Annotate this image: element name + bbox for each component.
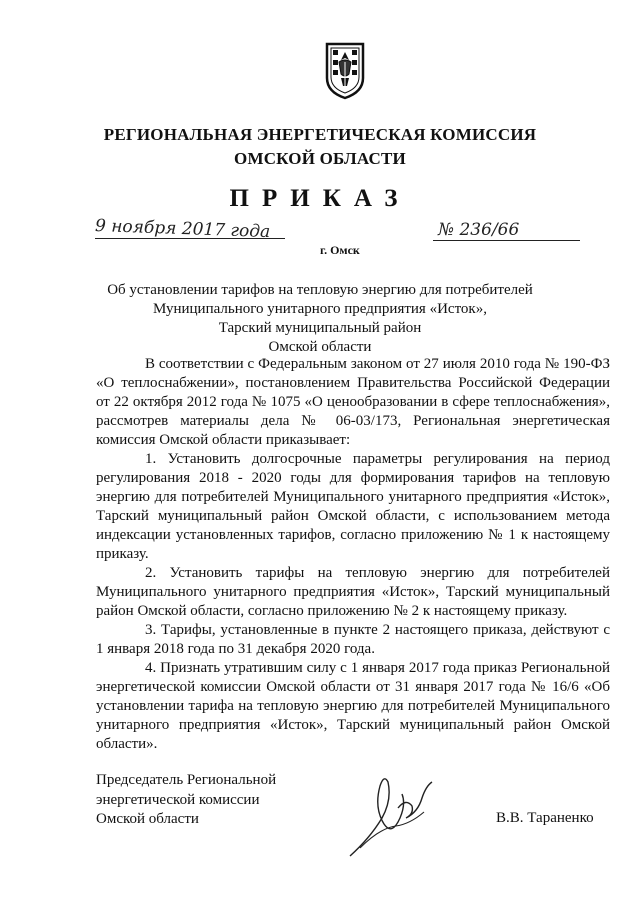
omsk-coat-of-arms-icon (323, 40, 367, 100)
order-body (96, 355, 610, 754)
signatory-title-line: Омской области (96, 811, 199, 827)
subject-line: Омской области (268, 339, 372, 355)
document-type-title: ПРИКАЗ (229, 185, 411, 212)
subject-line: Муниципального унитарного предприятия «Исток», (153, 301, 487, 317)
organization-name-line2: ОМСКОЙ ОБЛАСТИ (234, 149, 406, 168)
subject-line: Тарский муниципальный район (218, 320, 422, 336)
signatory-title (96, 771, 276, 830)
handwritten-order-number: № 236/66 (438, 220, 520, 240)
organization-name-line1: РЕГИОНАЛЬНАЯ ЭНЕРГЕТИЧЕСКАЯ КОМИССИЯ (103, 125, 537, 144)
body-paragraph: 3. Тарифы, установленные в пункте 2 настоящего приказа, действуют с 1 января 2018 года по 31 декабря 2020 года. (96, 622, 610, 657)
signatory-name: В.В. Тараненко (496, 810, 594, 826)
subject-line: Об установлении тарифов на тепловую энергию для потребителей (107, 282, 533, 298)
body-paragraph: 4. Признать утратившим силу с 1 января 2017 года приказ Региональной энергетической комиссии Омской области от 31 января 2017 года № 16/6 «Об установлении тарифа на тепловую энергию для потребителей Муниципального унитарного предприятия «Исток», Тарский муниципальный район Омской области». (96, 660, 610, 752)
body-paragraph: 1. Установить долгосрочные параметры регулирования на период регулирования 2018 - 2020 годы для формирования тарифов на тепловую энергию для потребителей Муниципального унитарного предприятия «Исток», Тарский муниципальный район Омской области, с использованием метода индексации установленных тарифов, согласно приложению № 1 к настоящему приказу. (96, 451, 610, 562)
city-label: г. Омск (320, 243, 360, 257)
body-paragraph: 2. Установить тарифы на тепловую энергию для потребителей Муниципального унитарного предприятия «Исток», Тарский муниципальный район Омской области, согласно приложению № 2 к настоящему приказу. (96, 565, 610, 619)
number-underline (433, 240, 580, 241)
handwritten-signature-icon (340, 768, 460, 864)
order-subject (0, 281, 640, 357)
signatory-title-line: энергетической комиссии (96, 791, 260, 808)
date-underline (95, 238, 285, 239)
signatory-title-line: Председатель Региональной (96, 772, 277, 788)
handwritten-date: 9 ноября 2017 года (94, 215, 271, 243)
body-paragraph: В соответствии с Федеральным законом от 27 июля 2010 года № 190-ФЗ «О теплоснабжении», постановлением Правительства Российской Федерации от 22 октября 2012 года № 1075 «О ценообразовании в сфере теплоснабжения», рассмотрев материалы дела № 06-03/173, Региональная энергетическая комиссия Омской области приказывает: (96, 356, 610, 448)
